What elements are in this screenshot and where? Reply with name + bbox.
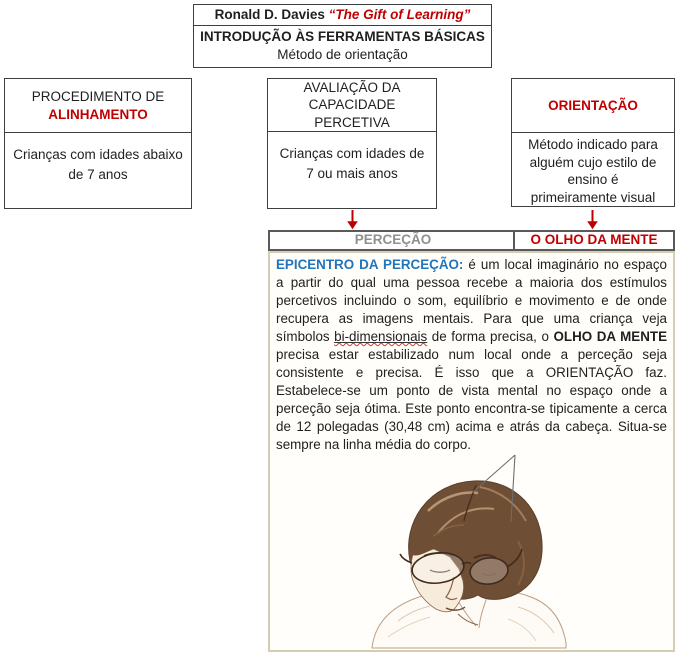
title-box xyxy=(193,4,492,68)
epicentro-paragraph xyxy=(276,256,667,454)
spellcheck-underlined-word: bi-dimensionais xyxy=(334,329,428,344)
epicentro-text-3: precisa estar estabilizado num local onde a perceção seja consistente e precisa. É isso que a ORIENTAÇÃO faz. Estabelece-se um ponto de vista mental no espaço onde a perceção seja ótima. Este ponto encontra-se tipicamente a cerca de 12 polegadas (30,48 cm) acima e atrás da cabeça. Situa-se sempre na linha média do corpo. xyxy=(276,347,667,452)
label-percecao: PERCEÇÃO xyxy=(268,230,518,251)
box-orientacao-body: Método indicado para alguém cujo estilo de ensino é primeiramente visual xyxy=(528,137,658,205)
sketch-shoulders xyxy=(372,591,566,648)
box-avaliacao-body: Crianças com idades de 7 ou mais anos xyxy=(279,146,425,181)
author-name: Ronald D. Davies xyxy=(214,7,325,22)
epicentro-panel xyxy=(268,251,675,652)
box-orientacao-header xyxy=(512,79,674,133)
title-heading-row xyxy=(194,26,491,67)
box-alinhamento-body: Crianças com idades abaixo de 7 anos xyxy=(13,147,183,182)
down-arrow-icon xyxy=(586,209,599,230)
mind-eye-illustration xyxy=(358,451,606,649)
box-alinhamento-header xyxy=(5,79,191,133)
title-subheading: Método de orientação xyxy=(277,46,408,62)
underlined-word-wrap xyxy=(334,329,427,344)
alinhamento-header-line1: PROCEDIMENTO DE xyxy=(31,89,165,104)
down-arrow-icon xyxy=(346,209,359,230)
orientacao-header-label: ORIENTAÇÃO xyxy=(548,97,638,113)
alinhamento-header-line2: ALINHAMENTO xyxy=(48,106,148,122)
epicentro-lead: EPICENTRO DA PERCEÇÃO: xyxy=(276,257,464,272)
box-alinhamento xyxy=(4,78,192,209)
epicentro-bold-phrase: OLHO DA MENTE xyxy=(553,329,668,344)
label-olho-da-mente: O OLHO DA MENTE xyxy=(513,230,675,251)
epicentro-text-2: de forma precisa, o xyxy=(427,329,554,344)
box-avaliacao xyxy=(267,78,437,209)
title-heading: INTRODUÇÃO ÀS FERRAMENTAS BÁSICAS xyxy=(200,29,485,44)
book-title: “The Gift of Learning” xyxy=(328,7,471,22)
box-avaliacao-header: AVALIAÇÃO DA CAPACIDADE PERCETIVA xyxy=(268,79,436,132)
epicentro-text-1: é um local imaginário no espaço a partir do qual uma pessoa recebe a maioria dos estímulos percetivos incluindo o som, equilíbrio e movimento e de onde recupera as imagens mentais. Para que uma criança veja símbolos xyxy=(276,257,667,344)
title-author-row xyxy=(194,5,491,26)
box-orientacao xyxy=(511,78,675,207)
